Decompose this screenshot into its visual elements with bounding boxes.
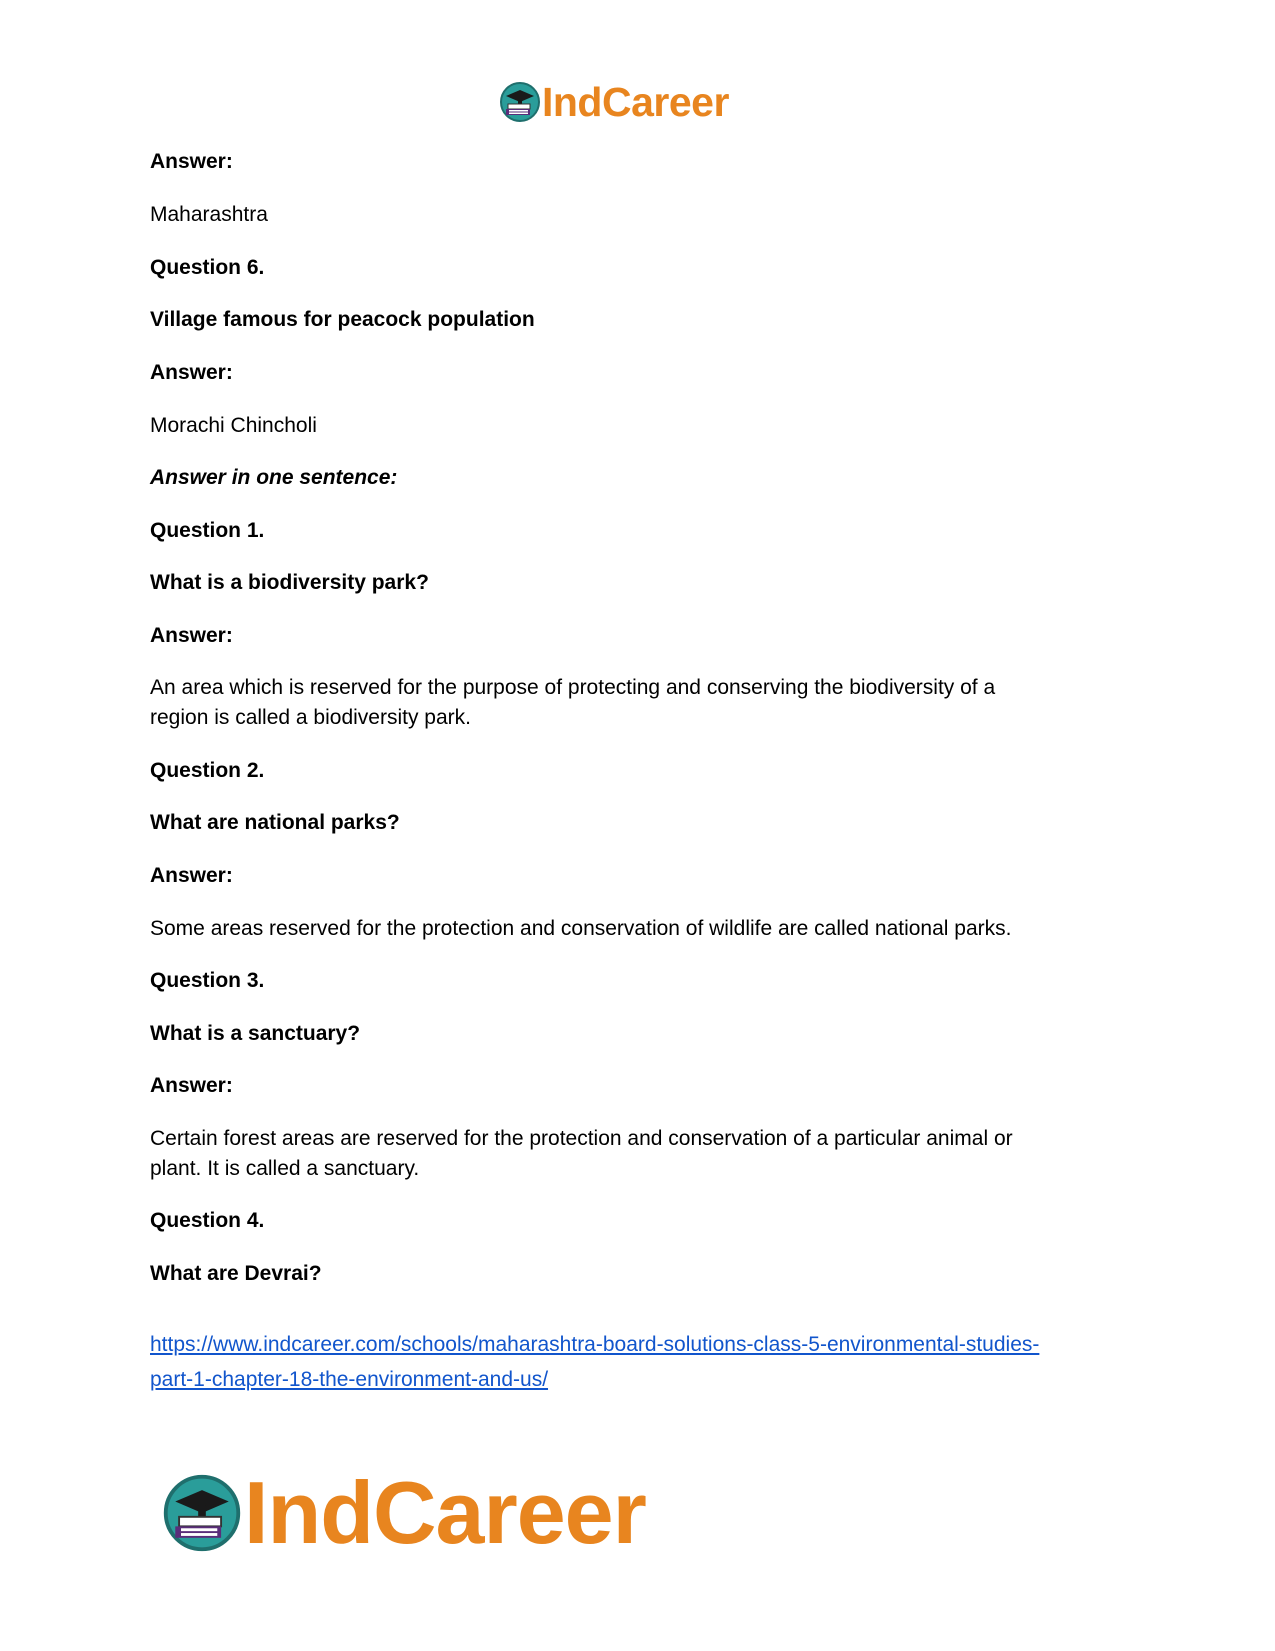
graduation-book-icon (160, 1471, 244, 1555)
graduation-book-icon (498, 80, 542, 124)
source-link[interactable]: https://www.indcareer.com/schools/maharashtra-board-solutions-class-5-environmental-studies- (150, 1333, 1040, 1356)
question-text: What are national parks? (150, 811, 400, 834)
answer-text: Maharashtra (150, 203, 268, 226)
question-text: What is a biodiversity park? (150, 571, 429, 594)
question-label: Question 4. (150, 1209, 265, 1232)
answer-label: Answer: (150, 1074, 233, 1097)
question-label: Question 6. (150, 256, 265, 279)
question-text: What is a sanctuary? (150, 1022, 361, 1045)
answer-label: Answer: (150, 624, 233, 647)
header-logo-text: IndCareer (542, 78, 729, 125)
answer-text: An area which is reserved for the purpose of protecting and conserving the biodiversity of a (150, 676, 996, 699)
question-label: Question 3. (150, 969, 265, 992)
answer-text: Some areas reserved for the protection and conservation of wildlife are called national parks. (150, 917, 1012, 940)
question-label: Question 1. (150, 519, 265, 542)
header-logo (498, 78, 729, 126)
answer-text: Morachi Chincholi (150, 414, 317, 437)
question-label: Question 2. (150, 759, 265, 782)
answer-label: Answer: (150, 361, 233, 384)
source-link-continued[interactable]: part-1-chapter-18-the-environment-and-us/ (150, 1368, 549, 1391)
answer-text: plant. It is called a sanctuary. (150, 1157, 420, 1180)
footer-logo (160, 1463, 646, 1562)
section-heading: Answer in one sentence: (150, 466, 398, 489)
question-text: What are Devrai? (150, 1262, 322, 1285)
answer-text: Certain forest areas are reserved for the protection and conservation of a particular animal or (150, 1127, 1013, 1150)
answer-label: Answer: (150, 150, 233, 173)
answer-label: Answer: (150, 864, 233, 887)
question-text: Village famous for peacock population (150, 308, 535, 331)
answer-text: region is called a biodiversity park. (150, 706, 471, 729)
footer-logo-text: IndCareer (244, 1463, 646, 1562)
